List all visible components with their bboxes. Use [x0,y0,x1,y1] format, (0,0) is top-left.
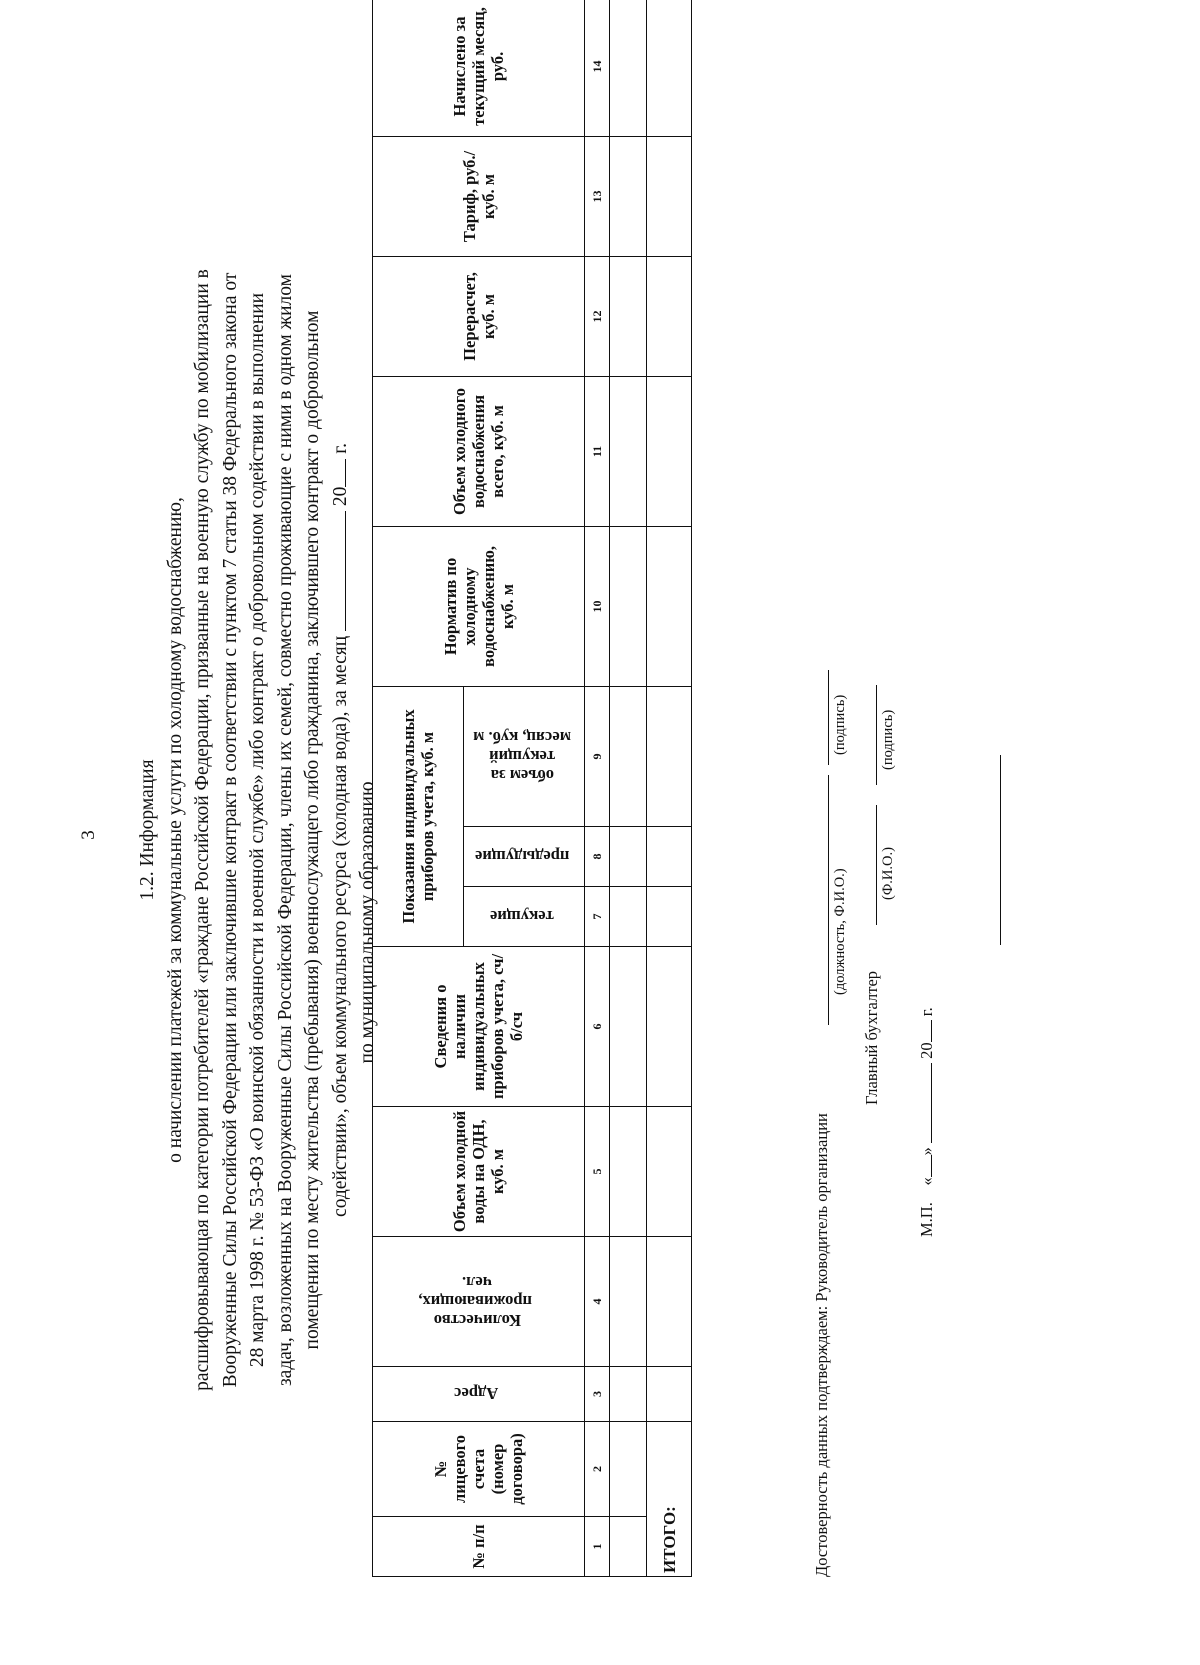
total-cell[interactable] [647,0,692,136]
director-position-line[interactable] [828,775,829,1025]
table-cell[interactable] [610,887,647,947]
table-cell[interactable] [610,1367,647,1422]
heading-line-5: задач, возложенных на Вооруженные Силы Российской Федерации, члены их семей, совместно проживающие с ними в одном жилом [274,273,296,1387]
column-number: 12 [585,256,610,376]
column-number: 13 [585,136,610,256]
total-cell[interactable] [647,136,692,256]
table-cell[interactable] [610,526,647,686]
heading-line-3: Вооруженные Силы Российской Федерации или заключившие контракт в соответствии с пунктом 7 статьи 38 Федерального закона от [219,272,241,1388]
heading-line-1: о начислении платежей за коммунальные услуги по холодному водоснабжению, [164,497,186,1163]
accountant-signature-caption: (подпись) [880,709,896,770]
total-cell[interactable] [647,1107,692,1237]
column-number: 8 [585,827,610,887]
table-cell[interactable] [610,947,647,1107]
date-day-blank[interactable] [915,1155,932,1177]
total-cell[interactable] [647,256,692,376]
table-cell[interactable] [610,827,647,887]
total-cell[interactable] [647,1367,692,1422]
total-cell[interactable] [647,947,692,1107]
header-col-7-label: текущие [490,907,554,926]
table-cell[interactable] [610,1237,647,1367]
header-col-9-label: объем за текущий месяц, куб. м [473,728,571,785]
date-year-prefix: 20 [917,1042,936,1059]
column-number: 1 [585,1517,610,1577]
column-number: 4 [585,1237,610,1367]
heading-line-4: 28 марта 1998 г. № 53-ФЗ «О воинской обязанности и военной службе» либо контракт о добровольном содействии в выполнении [247,292,268,1368]
heading-line-6: помещении по месту жительства (пребывания) военнослужащего либо гражданина, заключившего контракт о добровольном [302,310,323,1350]
accountant-name-caption: (Ф.И.О.) [880,847,896,900]
column-number: 14 [585,0,610,136]
heading-line-2: расшифровывающая по категории потребителей «граждане Российской Федерации, призванные на военную службу по мобилизации в [192,269,213,1391]
header-col-6: Сведения о наличии индивидуальных приборов учета, сч/б/сч [373,947,585,1107]
header-col-12: Перерасчет, куб. м [373,256,585,376]
total-cell[interactable] [647,1237,692,1367]
header-col-2: № лицевого счета (номер договора) [373,1422,585,1517]
header-col-1: № п/п [373,1517,585,1577]
header-col-3 [373,1367,585,1422]
date-open-quote: « [917,1177,936,1186]
table-cell[interactable] [610,1107,647,1237]
confirmation-text: Достоверность данных подтверждаем: Руководитель организации [812,1113,831,1577]
stamp-label: М.П. [917,1202,936,1237]
column-number: 5 [585,1107,610,1237]
accountant-signature-line[interactable] [876,685,877,785]
municipality-blank[interactable] [356,597,373,777]
month-blank[interactable] [329,511,346,631]
table-cell[interactable] [610,1517,647,1577]
table-cell[interactable] [610,0,647,136]
year-prefix: 20 [329,486,351,507]
date-year-suffix: г. [917,1007,936,1017]
director-signature-caption: (подпись) [832,694,848,755]
table-cell[interactable] [610,256,647,376]
total-cell[interactable] [647,686,692,826]
document-heading [134,135,382,1525]
total-cell[interactable] [647,376,692,526]
table-cell[interactable] [610,136,647,256]
header-col-5: Объем холодной воды на ОДН, куб. м [373,1107,585,1237]
total-cell[interactable] [647,827,692,887]
director-signature-line[interactable] [828,670,829,765]
column-number: 7 [585,887,610,947]
column-number: 11 [585,376,610,526]
header-col-8 [464,827,585,887]
accountant-name-line[interactable] [876,805,877,925]
header-col-4 [373,1237,585,1367]
column-number-row [585,0,610,1577]
table-cell[interactable] [610,1422,647,1517]
total-cell[interactable] [647,526,692,686]
year-blank[interactable] [329,459,346,487]
separator-line [1000,755,1001,945]
page-number: 3 [78,830,99,840]
year-suffix: г. [329,443,351,454]
header-col-14: Начислено за текущий месяц, руб. [373,0,585,136]
table-row [610,0,647,1577]
date-month-blank[interactable] [915,1063,932,1143]
header-col-9 [464,686,585,826]
column-number: 3 [585,1367,610,1422]
column-number: 6 [585,947,610,1107]
total-row [647,0,692,1577]
stamp-date-line [915,1007,937,1237]
date-close-quote: » [917,1147,936,1156]
header-col-3-label: Адрес [454,1384,499,1404]
column-number: 10 [585,526,610,686]
header-col-4-label: Количество проживающих, чел. [417,1273,532,1330]
table-cell[interactable] [610,686,647,826]
header-group-meters: Показания индивидуальных приборов учета, куб. м [373,686,464,946]
header-col-10: Норматив по холодному водоснабжению, куб. м [373,526,585,686]
column-number: 2 [585,1422,610,1517]
accrual-table [372,0,692,1577]
column-number: 9 [585,686,610,826]
header-col-7 [464,887,585,947]
header-col-8-label: предыдущие [474,847,570,866]
heading-title: 1.2. Информация [137,759,158,901]
header-col-13: Тариф, руб./куб. м [373,136,585,256]
heading-line-8-text: по муниципальному образованию [357,781,378,1064]
header-col-11: Объем холодного водоснабжения всего, куб. м [373,376,585,526]
heading-line-7-text: содействии», объем коммунального ресурса (холодная вода), за месяц [329,635,351,1217]
accountant-label: Главный бухгалтер [862,970,881,1105]
date-year-blank[interactable] [915,1020,932,1042]
total-label: ИТОГО: [647,1422,692,1577]
table-cell[interactable] [610,376,647,526]
director-position-caption: (должность, Ф.И.О.) [832,868,848,995]
total-cell[interactable] [647,887,692,947]
header-row-1 [373,0,464,1577]
heading-line-7 [327,135,355,1525]
